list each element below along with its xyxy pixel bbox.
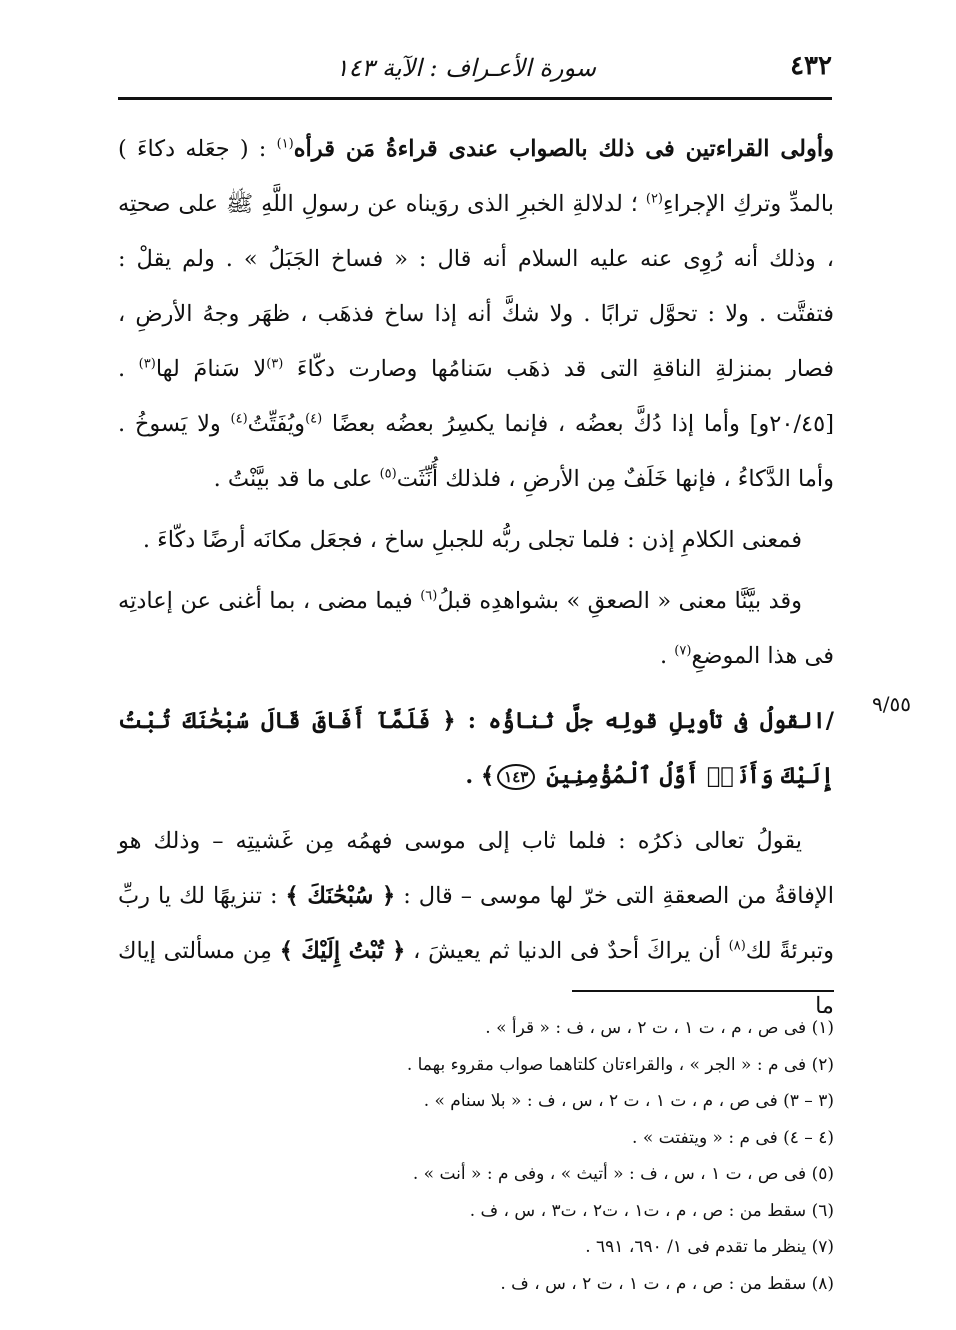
paragraph-commentary bbox=[118, 814, 834, 1034]
heading-slash: / bbox=[825, 708, 834, 734]
main-text bbox=[118, 122, 834, 1034]
paragraph-lead-bold: وأولى القراءتين فى ذلك بالصواب عندى قراءةُ مَن قرأه bbox=[293, 136, 835, 162]
footnotes bbox=[340, 1010, 834, 1302]
footnote-item: (٦) سقط من : ص ، م ، ت١ ، ت٢ ، ت٣ ، س ، ف . bbox=[469, 1200, 834, 1221]
text-span: على ما قد بيَّنْتُ . bbox=[213, 466, 380, 492]
heading-close: ﴾ . bbox=[465, 763, 495, 789]
footnote-item: (٣ – ٣) فى ص ، م ، ت ١ ، ت ٢ ، س ، ف : « بلا سنام » . bbox=[423, 1091, 834, 1111]
running-title: سورة الأعـراف : الآية ١٤٣ bbox=[335, 54, 596, 82]
footnote-marker: (٢) bbox=[645, 191, 663, 207]
footnote-marker: (٣) bbox=[138, 356, 156, 372]
text-span: وقد بيَّنَّا معنى « الصعقِ » بشواهدِه قبلُ bbox=[437, 588, 803, 614]
quran-quote: ﴿ سُبْحَٰنَكَ ﴾ bbox=[285, 883, 396, 909]
footnote-marker: (١) bbox=[276, 136, 294, 152]
footnote-marker: (٤) bbox=[230, 411, 248, 427]
footnote-item: (٢) فى م : « الجر » ، والقراءتان كلتاهما صواب مقروء بهما . bbox=[406, 1054, 834, 1075]
footnote-marker: (٦) bbox=[420, 588, 438, 604]
footnote-item: (٨) سقط من : ص ، م ، ت ١ ، ت ٢ ، س ، ف . bbox=[500, 1273, 834, 1294]
section-heading bbox=[118, 694, 834, 804]
footnote-marker: (٣) bbox=[266, 356, 284, 372]
quran-quote: ﴿ تُبْتُ إِلَيْكَ ﴾ bbox=[279, 938, 406, 964]
footnote-marker: (٨) bbox=[728, 938, 746, 954]
paragraph-saqa bbox=[118, 574, 834, 684]
page-header bbox=[118, 40, 832, 96]
text-span: لا سَنامَ لها bbox=[155, 356, 267, 382]
footnote-rule bbox=[572, 990, 834, 992]
text-span: أن يراكَ أحدٌ فى الدنيا ثم يعيشَ ، bbox=[405, 938, 729, 964]
text-span: فيما مضى ، بما أغنى عن إعادتِه فى هذا الموضعِ bbox=[118, 588, 834, 669]
footnote-item: (٤ – ٤) فى م : « ويتفتت » . bbox=[632, 1127, 834, 1148]
text-span: مِن مسألتى إياك ما bbox=[118, 938, 834, 1019]
footnote-item: (٧) ينظر ما تقدم فى ١/ ٦٩٠، ٦٩١ . bbox=[585, 1237, 834, 1257]
footnote-item: (١) فى ص ، م ، ت ١ ، ت ٢ ، س ، ف : « قرأ » . bbox=[485, 1018, 834, 1038]
text-span: : ( جعَله دكاءَ ) بالمدِّ وتركِ الإجراءِ bbox=[118, 136, 834, 217]
text-span: ولا يَسوخُ . وأما الدَّكاءُ ، فإنها خَلَفٌ مِن الأرضِ ، فلذلك أُنِّثَت bbox=[118, 411, 834, 492]
text-span: : تنزيهًا لك يا ربِّ وتبرئةً لك bbox=[118, 883, 834, 964]
text-span: ويُفَتِّتُ bbox=[247, 411, 306, 437]
ayah-number-badge: ١٤٣ bbox=[497, 764, 535, 790]
text-span: يقولُ تعالى ذكرُه : فلما ثاب إلى موسى فهمُه مِن غَشيتِه – وذلك هو الإفاقةُ من الصعقةِ التى خرّ لها موسى – قال : bbox=[118, 828, 835, 909]
footnote-marker: (٧) bbox=[674, 643, 692, 659]
paragraph-readings bbox=[118, 122, 834, 507]
page-number: ٤٣٢ bbox=[790, 51, 832, 81]
margin-reference: ٩/٥٥ bbox=[872, 692, 911, 716]
footnote-marker: (٥) bbox=[379, 466, 397, 482]
heading-lead: القولُ فى تأويلِ قولِه جلَّ ثناؤُه : bbox=[455, 708, 826, 734]
paragraph-meaning: فمعنى الكلامِ إذن : فلما تجلى ربُّه للجبلِ ساخ ، فجعَل مكانَه أرضًا دكّاءَ . bbox=[142, 527, 802, 553]
footnote-marker: (٤) bbox=[305, 411, 323, 427]
text-span: . [٢٠/٤٥و] وأما إذا دُكَّ بعضُه ، فإنما يكسِرُ بعضُه بعضًا bbox=[118, 356, 834, 437]
header-rule bbox=[118, 97, 832, 100]
text-span: . bbox=[659, 643, 675, 669]
quran-verse: ﴿ فَلَمَّآ أَفَاقَ قَالَ سُبْحَٰنَكَ تُبْتُ إِلَيْكَ وَأَنَا۠ أَوَّلُ ٱلْمُؤْمِنِينَ bbox=[118, 708, 834, 789]
text-span: ؛ لدلالةِ الخبرِ الذى روَيناه عن رسولِ اللَّهِ ﷺ على صحتِه ، وذلك أنه رُوِى عنه عليه السلام أنه قال : « فساخ الجَبَلُ » . ولم يقلْ : فتفتَّت . ولا : تحوَّل ترابًا . ولا شكَّ أنه إذا ساخ فذهَب ، ظهَر وجهُ الأرضِ ، فصار بمنزلةِ الناقةِ التى قد ذهَب سَنامُها وصارت دكّاءَ bbox=[118, 191, 834, 382]
footnote-item: (٥) فى ص ، ت ١ ، س ، ف : « أتيث » ، وفى م : « أنت » . bbox=[412, 1164, 834, 1184]
